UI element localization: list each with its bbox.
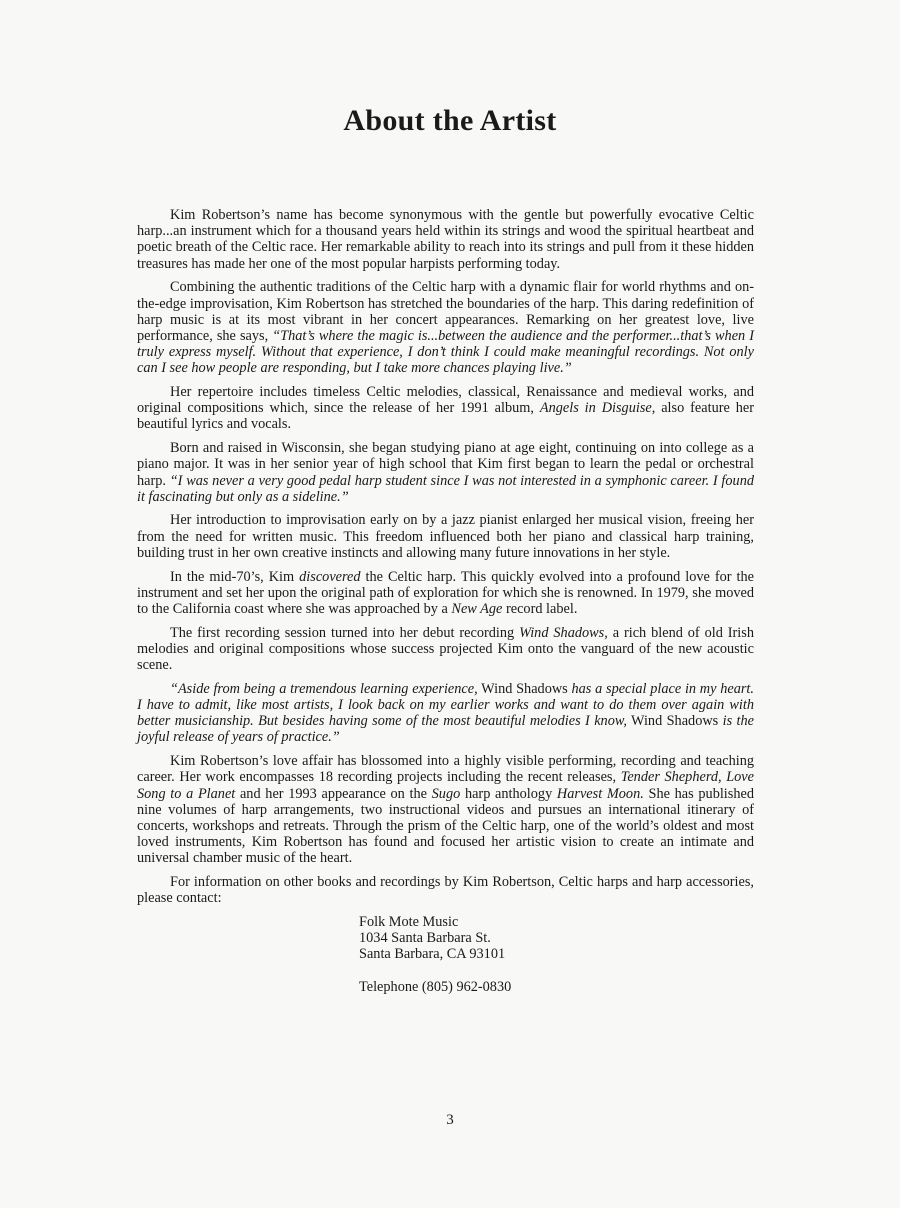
text-run: the Celtic harp. This quickly evolved into a profound love for the instrument and set her upon the original path of exploration for which she is renowned. In 1979, she moved to the California coast where she was approached by a xyxy=(137,568,754,617)
text-run: and her 1993 appearance on the xyxy=(235,785,432,802)
text-run: Born and raised in Wisconsin, she began studying piano at age eight, continuing on into college as a piano major. It was in her senior year of high school that Kim first began to learn the pedal or orchestral harp. xyxy=(137,440,754,489)
text-run: She has published nine volumes of harp arrangements, two instructional videos and pursues an international itinerary of concerts, workshops and retreats. Through the prism of the Celtic harp, one of the world’s oldest and most loved instruments, Kim Robertson has found and focused her artistic vision to create an intimate and universal chamber music of the heart. xyxy=(137,785,754,867)
italic-text-run: Tender Shepherd, Love Song to a Planet xyxy=(137,769,755,802)
text-run: Wind Shadows xyxy=(626,713,723,730)
paragraph xyxy=(137,874,754,906)
text-run: a rich blend of old Irish melodies and original compositions whose success projected Kim onto the vanguard of the new acoustic scene. xyxy=(137,624,754,674)
italic-text-run: has a special place in my heart. I have to admit, like most artists, I look back on my earlier works and want to do them over again with better musicianship. But besides having some of the most beautiful melodies I know, xyxy=(137,680,754,730)
paragraph xyxy=(137,681,754,746)
text-run: Her repertoire includes timeless Celtic melodies, classical, Renaissance and medieval works, and original compositions which, since the release of her 1991 album, xyxy=(137,384,754,417)
text-run: Combining the authentic traditions of the Celtic harp with a dynamic flair for world rhythms and on-the-edge improvisation, Kim Robertson has stretched the boundaries of the harp. This daring redefinition of harp music is at its most vibrant in her concert appearances. Remarking on her greatest love, live performance, she says, xyxy=(137,279,754,344)
italic-text-run: New Age xyxy=(451,600,503,617)
page-title: About the Artist xyxy=(343,104,557,137)
page-number: 3 xyxy=(446,1112,454,1128)
paragraph xyxy=(137,753,754,866)
text-run: In the mid-70’s, Kim xyxy=(170,568,300,585)
italic-text-run: Angels in Disguise, xyxy=(539,400,656,417)
contact-city: Santa Barbara, CA 93101 xyxy=(359,946,506,963)
paragraph xyxy=(137,384,754,433)
text-run: Wind Shadows xyxy=(477,680,572,697)
paragraph xyxy=(137,625,754,674)
italic-text-run: discovered xyxy=(299,568,361,585)
text-run: harp anthology xyxy=(460,785,557,802)
text-run: Kim Robertson’s love affair has blossomed into a highly visible performing, recording and teaching career. Her work encompasses 18 recording projects including the recent releases, xyxy=(137,753,754,786)
paragraph xyxy=(137,440,754,505)
article-body xyxy=(137,207,754,995)
italic-text-run: is the joyful release of years of practice.” xyxy=(137,713,755,746)
text-run: For information on other books and recordings by Kim Robertson, Celtic harps and harp accessories, please contact: xyxy=(137,874,754,907)
italic-text-run: Wind Shadows, xyxy=(519,624,608,641)
contact-phone: Telephone (805) 962-0830 xyxy=(359,978,512,995)
text-run: The first recording session turned into her debut recording xyxy=(170,624,520,641)
text-run: record label. xyxy=(502,600,578,617)
italic-text-run: “Aside from being a tremendous learning experience, xyxy=(170,680,478,697)
italic-text-run: Harvest Moon. xyxy=(556,785,644,802)
contact-address xyxy=(359,914,754,995)
italic-text-run: Sugo xyxy=(431,785,461,802)
italic-text-run: “I was never a very good pedal harp student since I was not interested in a symphonic career. I found it fascinating but only as a sideline.” xyxy=(137,472,754,505)
text-run: Her introduction to improvisation early on by a jazz pianist enlarged her musical vision, freeing her from the need for written music. This freedom influenced both her piano and classical harp training, building trust in her own creative instincts and allowing many future innovations in her style. xyxy=(137,512,754,561)
paragraph xyxy=(137,279,754,376)
text-run: Kim Robertson’s name has become synonymous with the gentle but powerfully evocative Celtic harp...an instrument which for a thousand years held within its strings and wood the spiritual heartbeat and poetic breath of the Celtic race. Her remarkable ability to reach into its strings and pull from it these hidden treasures has made her one of the most popular harpists performing today. xyxy=(137,207,754,272)
paragraph xyxy=(137,207,754,272)
italic-text-run: “That’s where the magic is...between the audience and the performer...that’s when I truly express myself. Without that experience, I don’t think I could make meaningful recordings. Not only can I see how people are responding, but I take more chances playing live.” xyxy=(137,327,754,377)
paragraph xyxy=(137,512,754,561)
contact-street: 1034 Santa Barbara St. xyxy=(359,930,491,947)
paragraph xyxy=(137,569,754,618)
contact-name: Folk Mote Music xyxy=(359,913,459,930)
text-run: also feature her beautiful lyrics and vocals. xyxy=(137,400,754,433)
